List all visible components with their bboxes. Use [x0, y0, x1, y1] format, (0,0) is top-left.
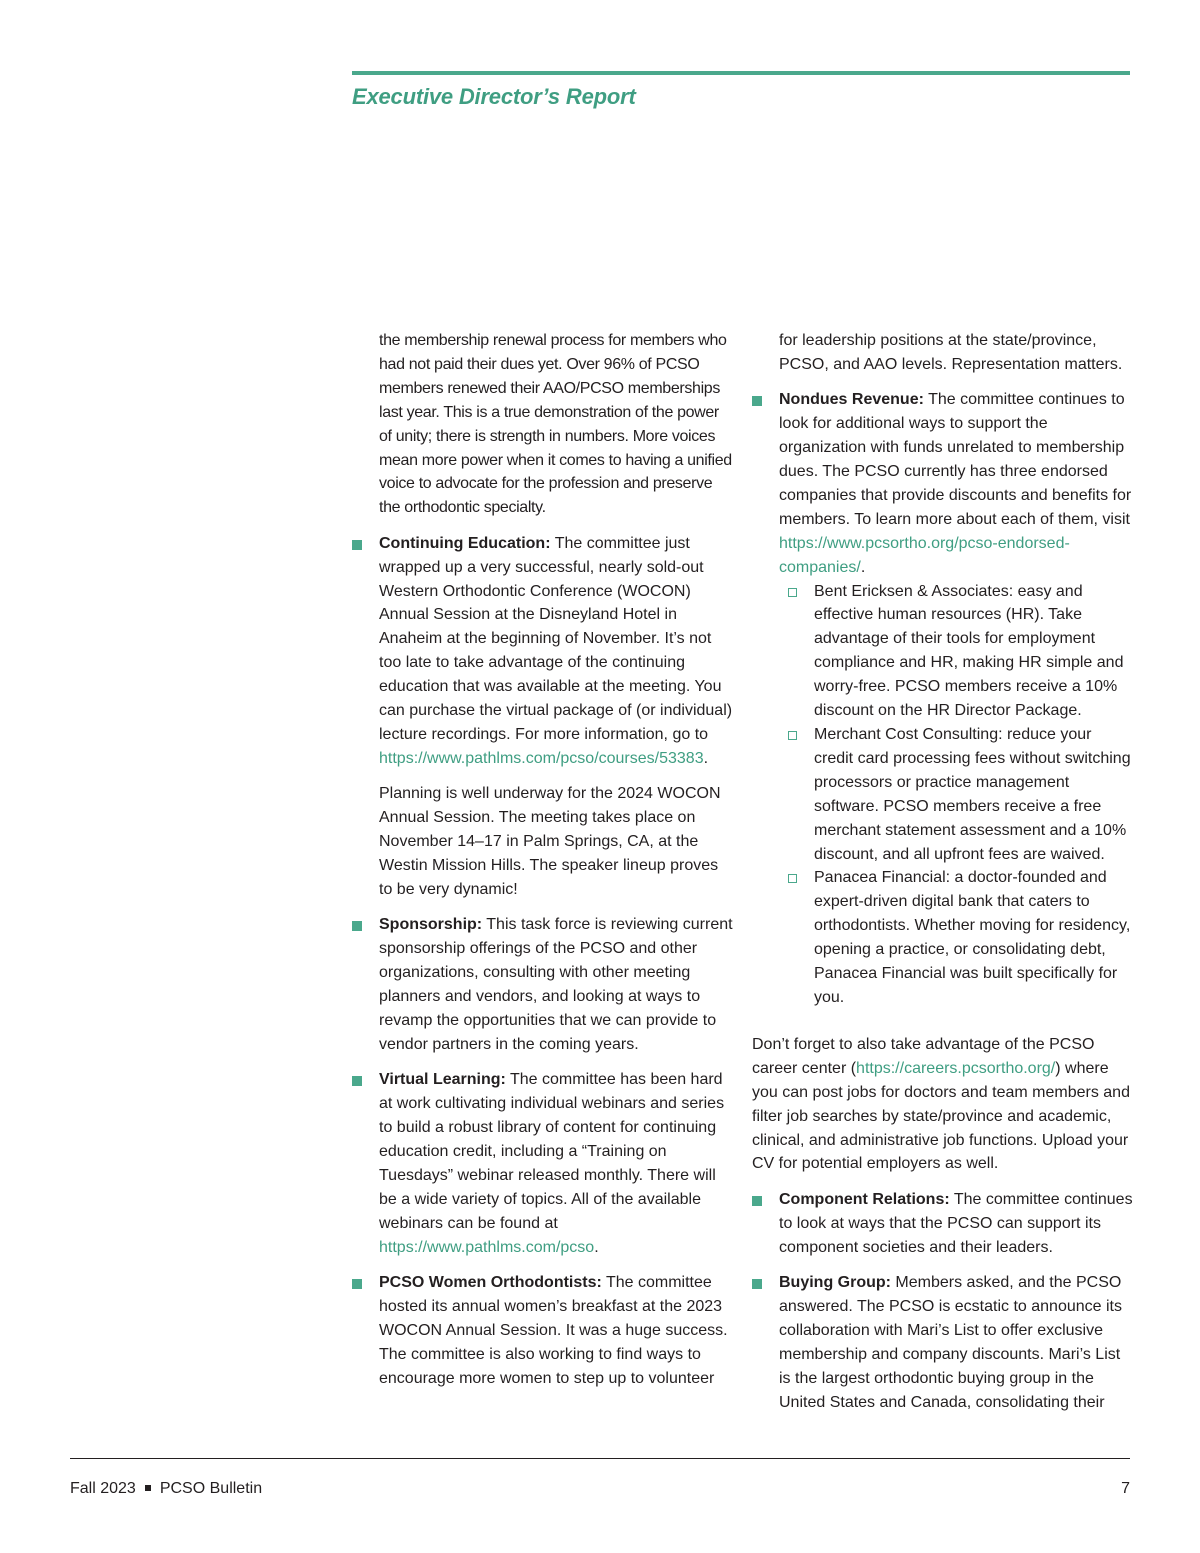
pathlms-courses-link[interactable]: https://www.pathlms.com/pcso/courses/53383 [379, 749, 704, 767]
bullet-label: Component Relations: [779, 1190, 950, 1208]
bullet-virtual-learning [352, 1068, 734, 1259]
component-relations-paragraph [779, 1188, 1134, 1260]
bullet-square-icon [752, 396, 762, 406]
continuation-paragraph: for leadership positions at the state/province, PCSO, and AAO levels. Representation matters. [779, 332, 1123, 373]
bullet-nondues-revenue [752, 388, 1134, 1010]
bullet-square-icon [352, 1279, 362, 1289]
footer-title: PCSO Bulletin [159, 1480, 263, 1497]
punctuation: . [594, 1238, 599, 1256]
bullet-label: Nondues Revenue: [779, 391, 924, 409]
company-text: Panacea Financial: a doctor-founded and expert-driven digital bank that caters to orthodontists. Whether moving for residency, opening a practice, or consolidating debt, Panacea Financial was built specifically for you. [814, 869, 1131, 1006]
bullet-text: The committee just wrapped up a very successful, nearly sold-out Western Orthodontic Conference (WOCON) Annual Session at the Disneyland Hotel in Anaheim at the beginning of November. It’s not too late to take advantage of the continuing education that was available at the meeting. You can purchase the virtual package of (or individual) lecture recordings. For more information, go to [379, 534, 733, 743]
footer-publication [70, 1480, 262, 1498]
bullet-women-orthodontists [352, 1271, 734, 1391]
buying-group-paragraph [779, 1271, 1134, 1414]
right-column [752, 329, 1134, 1426]
bullet-text: The committee hosted its annual women’s breakfast at the 2023 WOCON Annual Session. It was a huge success. The committee is also working to find ways to encourage more women to step up to volunteer [379, 1274, 728, 1387]
career-text: Don’t forget to also take advantage of the PCSO career center ( [752, 1035, 1095, 1077]
virtual-learning-paragraph [379, 1068, 734, 1259]
company-text: Merchant Cost Consulting: reduce your credit card processing fees without switching processors or practice management software. PCSO members receive a free merchant statement assessment and a 10% discount, and all upfront fees are waived. [814, 726, 1131, 863]
punctuation: . [703, 749, 709, 767]
career-center-link[interactable]: https://careers.pcsortho.org/ [856, 1059, 1056, 1077]
bullet-label: Sponsorship: [379, 916, 483, 934]
bullet-text: This task force is reviewing current sponsorship offerings of the PCSO and other organizations, consulting with other meeting planners and vendors, and looking at ways to revamp the opportunities that we can provide to vendor partners in the coming years. [379, 916, 733, 1053]
bullet-continuing-education [352, 532, 734, 902]
bullet-square-icon [752, 1279, 762, 1289]
bullet-text: The committee has been hard at work cultivating individual webinars and series to build a robust library of content for continuing education credit, including a “Training on Tuesdays” webinar released monthly. There will be a wide variety of topics. All of the available webinars can be found at [379, 1071, 725, 1232]
section-title: Executive Director’s Report [352, 84, 636, 109]
endorsed-companies-list [779, 580, 1134, 1010]
bullet-label: PCSO Women Orthodontists: [379, 1274, 602, 1292]
pathlms-webinars-link[interactable]: https://www.pathlms.com/pcso [379, 1238, 595, 1256]
intro-paragraph: the membership renewal process for members who had not paid their dues yet. Over 96% of PCSO members renewed their AAO/PCSO memberships last year. This is a true demonstration of the power of unity; there is strength in numbers. More voices mean more power when it comes to having a unified voice to advocate for the profession and preserve the orthodontic specialty. [379, 332, 732, 517]
hollow-square-bullet-icon [788, 731, 797, 740]
bullet-square-icon [752, 1196, 762, 1206]
company-item-merchant-cost [779, 723, 1134, 866]
nondues-revenue-paragraph [779, 388, 1134, 579]
left-column [352, 329, 734, 1402]
bullet-text: The committee continues to look for additional ways to support the organization with funds unrelated to membership dues. The PCSO currently has three endorsed companies that provide discounts and benefits for members. To learn more about each of them, visit [779, 391, 1132, 528]
company-item-panacea [779, 866, 1134, 1009]
bullet-buying-group [752, 1271, 1134, 1414]
bullet-square-icon [352, 540, 362, 550]
hollow-square-bullet-icon [788, 588, 797, 597]
bullet-square-icon [352, 1076, 362, 1086]
continuing-education-paragraph [379, 532, 734, 771]
bullet-text: The committee continues to look at ways that the PCSO can support its component societies and their leaders. [779, 1190, 1133, 1256]
career-text-after: ) where you can post jobs for doctors and team members and filter job searches by state/province and academic, clinical, and administrative job functions. Upload your CV for potential employers as well. [752, 1059, 1130, 1173]
career-center-paragraph [752, 1033, 1134, 1176]
company-text: Bent Ericksen & Associates: easy and effective human resources (HR). Take advantage of their tools for employment compliance and HR, making HR simple and worry-free. PCSO members receive a 10% discount on the HR Director Package. [814, 582, 1124, 720]
bullet-component-relations [752, 1188, 1134, 1260]
bullet-label: Virtual Learning: [379, 1071, 506, 1089]
bullet-label: Buying Group: [779, 1274, 891, 1292]
bullet-label: Continuing Education: [379, 534, 551, 552]
endorsed-companies-link[interactable]: https://www.pcsortho.org/pcso-endorsed-companies/ [779, 534, 1070, 576]
header-rule [352, 71, 1130, 75]
company-item-bent-ericksen [779, 580, 1134, 723]
hollow-square-bullet-icon [788, 874, 797, 883]
sponsorship-paragraph [379, 913, 734, 1056]
page-number: 7 [1121, 1480, 1130, 1497]
footer-rule [70, 1458, 1130, 1459]
punctuation: . [860, 558, 866, 576]
bullet-text: Members asked, and the PCSO answered. The PCSO is ecstatic to announce its collaboration with Mari’s List to offer exclusive membership and company discounts. Mari’s List is the largest orthodontic buying group in the United States and Canada, consolidating their [779, 1274, 1122, 1411]
footer-separator-icon [145, 1485, 151, 1491]
bullet-square-icon [352, 921, 362, 931]
footer-issue: Fall 2023 [70, 1480, 136, 1497]
bullet-sponsorship [352, 913, 734, 1056]
wocon-2024-paragraph: Planning is well underway for the 2024 WOCON Annual Session. The meeting takes place on November 14–17 in Palm Springs, CA, at the Westin Mission Hills. The speaker lineup proves to be very dynamic! [379, 785, 721, 898]
women-orthodontists-paragraph [379, 1271, 734, 1391]
